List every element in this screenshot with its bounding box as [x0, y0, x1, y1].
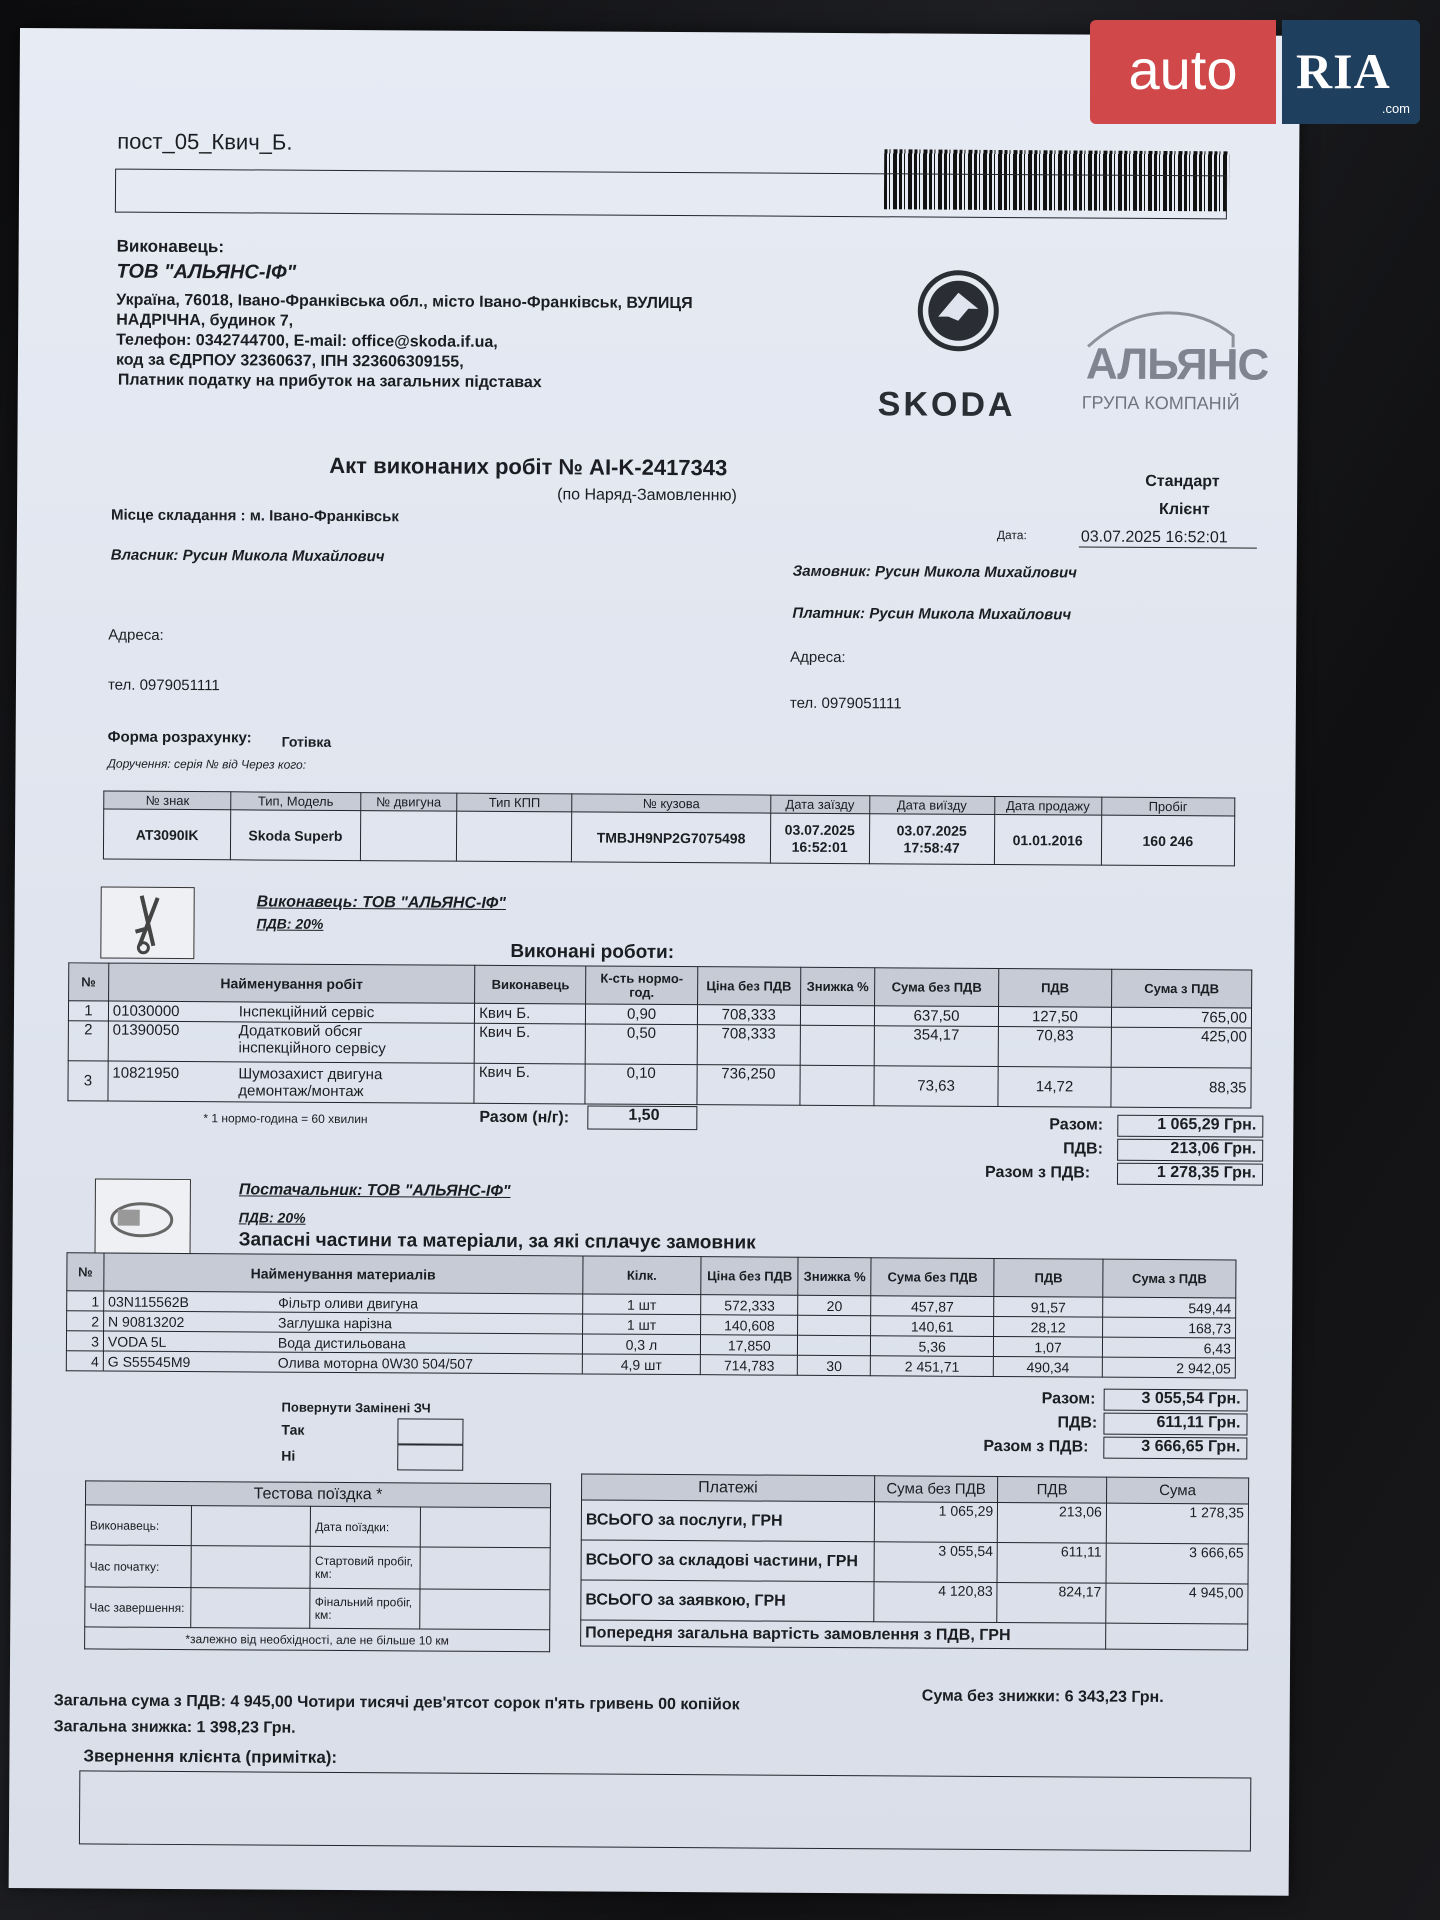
works-vat: ПДВ: 20%: [256, 915, 324, 932]
parts-header: Знижка %: [798, 1257, 871, 1295]
work-total: 425,00: [1111, 1027, 1251, 1068]
work-code: 01030000: [112, 1002, 180, 1020]
row-number: 4: [66, 1351, 103, 1371]
vehicle-model: Skoda Superb: [231, 810, 361, 861]
part-qty: 0,3 л: [582, 1334, 701, 1355]
parts-title: Запасні частини та матеріали, за які сплачує замовник: [238, 1229, 756, 1254]
works-header: Сума без ПДВ: [875, 968, 999, 1007]
part-sum: 5,36: [871, 1336, 994, 1357]
part-code: N 90813202: [108, 1313, 185, 1330]
executor-label: Виконавець:: [116, 236, 225, 257]
part-vat: 1,07: [994, 1336, 1103, 1357]
vehicle-header: № кузова: [572, 794, 771, 813]
table-row: [581, 1580, 1248, 1624]
payment-preliminary-label: Попередня загальна вартість замовлення з ПДВ, ГРН: [581, 1620, 1106, 1649]
parts-header: Сума без ПДВ: [871, 1258, 994, 1297]
works-total-label: Разом з ПДВ:: [984, 1163, 1091, 1182]
company-details: [116, 291, 797, 395]
payment-preliminary-value: [1106, 1623, 1248, 1650]
work-title: Інспекційний сервіс: [238, 1003, 375, 1022]
part-code: 03N115562B: [108, 1293, 189, 1310]
test-drive-executor-value: [191, 1506, 311, 1547]
work-sum: 637,50: [875, 1006, 999, 1027]
payment-vat: 213,06: [998, 1503, 1107, 1544]
work-sum: 73,63: [874, 1066, 998, 1107]
work-name: [108, 1001, 475, 1023]
client-label: Клієнт: [1159, 500, 1210, 519]
test-drive-end-mileage-value: [420, 1589, 550, 1630]
work-executor: Квич Б.: [474, 1023, 585, 1064]
payment-label: ВСЬОГО за послуги, ГРН: [581, 1500, 874, 1542]
payment-sum: 4 120,83: [874, 1582, 998, 1623]
mileage: 160 246: [1101, 815, 1235, 866]
part-vat: 490,34: [993, 1356, 1102, 1377]
parts-header: Сума з ПДВ: [1103, 1259, 1236, 1298]
part-title: Олива моторна 0W30 504/507: [277, 1354, 473, 1372]
work-executor: Квич Б.: [474, 1063, 585, 1104]
work-code: 10821950: [112, 1064, 180, 1082]
payment-total: 1 278,35: [1106, 1503, 1248, 1544]
work-sum: 354,17: [874, 1026, 998, 1067]
work-discount: [800, 1065, 875, 1105]
parts-vat-label: ПДВ:: [1057, 1414, 1098, 1432]
address-left: Адреса:: [108, 626, 164, 644]
row-number: 3: [66, 1331, 103, 1351]
payments-header: Платежі: [582, 1474, 875, 1502]
works-title: Виконані роботи:: [510, 941, 675, 964]
test-drive-title: Тестова поїздка *: [85, 1481, 550, 1508]
post-label: пост_05_Квич_Б.: [117, 128, 293, 155]
part-sum: 457,87: [871, 1296, 994, 1317]
table-row: [581, 1540, 1248, 1584]
table-row: [68, 1061, 1251, 1108]
test-drive-end-time-label: Час завершення:: [85, 1587, 191, 1628]
total-discount: Загальна знижка: 1 398,23 Грн.: [53, 1718, 296, 1737]
owner: Власник: Русин Микола Михайлович: [110, 546, 385, 566]
part-title: Заглушка нарізна: [278, 1314, 393, 1331]
engine-number: [360, 811, 457, 862]
payments-header: ПДВ: [998, 1477, 1107, 1504]
parts-header: Найменування материалів: [104, 1253, 583, 1294]
place-of-compilation: Місце складання : м. Івано-Франківськ: [110, 506, 399, 526]
parts-sum-label: Разом:: [1041, 1390, 1096, 1408]
vehicle-table: [103, 791, 1235, 867]
tools-icon: [100, 887, 194, 960]
client-remark-label: Звернення клієнта (примітка):: [83, 1746, 338, 1767]
work-vat: 70,83: [998, 1026, 1112, 1067]
part-total: 168,73: [1103, 1317, 1236, 1338]
works-header: ПДВ: [998, 968, 1112, 1007]
part-qty: 1 шт: [582, 1294, 701, 1315]
return-no-checkbox[interactable]: [397, 1444, 463, 1470]
departure-date-time: 17:58:47: [903, 838, 960, 856]
return-no-label: Ні: [281, 1447, 296, 1464]
norm-hour-note: * 1 нормо-година = 60 хвилин: [203, 1111, 368, 1127]
part-price: 572,333: [701, 1295, 798, 1316]
part-discount: 20: [798, 1295, 871, 1315]
payment-label: ВСЬОГО за складові частини, ГРН: [581, 1540, 874, 1582]
work-price: 708,333: [697, 1005, 800, 1026]
gearbox-type: [457, 811, 572, 862]
work-discount: [800, 1005, 875, 1025]
work-code: 01390050: [112, 1021, 180, 1039]
part-sum: 2 451,71: [871, 1356, 994, 1377]
act-subtitle: (по Наряд-Замовленню): [557, 486, 737, 505]
date-label: Дата:: [996, 527, 1027, 543]
alliance-logo-text: АЛЬЯНС: [1085, 339, 1269, 390]
watermark-ria-text: RIA: [1296, 43, 1391, 99]
part-discount: [798, 1315, 871, 1335]
watermark-ria: [1282, 20, 1420, 124]
total-with-vat: Загальна сума з ПДВ: 4 945,00 Чотири тисячі дев'ятсот сорок п'ять гривень 00 копійок: [53, 1692, 740, 1714]
part-price: 714,783: [701, 1355, 798, 1376]
work-name: [108, 1021, 475, 1063]
parts-total-label: Разом з ПДВ:: [983, 1437, 1089, 1456]
test-drive-table: [84, 1480, 551, 1652]
vehicle-header: Дата заїзду: [770, 795, 869, 814]
arrival-date: [770, 813, 869, 864]
payments-table: [580, 1473, 1249, 1650]
vehicle-header: Пробіг: [1101, 797, 1235, 816]
sale-date: 01.01.2016: [994, 814, 1101, 865]
work-title: Додатковий обсяг: [238, 1022, 363, 1041]
autoria-watermark: [1090, 20, 1420, 124]
part-code: G S55545M9: [107, 1353, 191, 1370]
payment-total: 3 666,65: [1106, 1543, 1248, 1584]
works-header: Знижка %: [800, 967, 875, 1005]
parts-total-value: 3 666,65 Грн.: [1103, 1437, 1247, 1460]
payment-label: ВСЬОГО за заявкою, ГРН: [581, 1580, 874, 1622]
part-name: [103, 1351, 582, 1374]
plate-number: AT3090IK: [103, 809, 231, 860]
parts-icon: [95, 1178, 191, 1255]
row-number: 1: [68, 1001, 108, 1021]
vehicle-header: Дата виїзду: [869, 796, 994, 815]
part-price: 17,850: [701, 1335, 798, 1356]
vehicle-header: № знак: [104, 791, 231, 810]
parts-table: [66, 1252, 1237, 1378]
test-drive-start-time-label: Час початку:: [85, 1545, 191, 1588]
company-name: ТОВ "АЛЬЯНС-ІФ": [116, 260, 297, 284]
payment-sum: 3 055,54: [874, 1542, 998, 1583]
payment-sum: 1 065,29: [874, 1502, 998, 1543]
payments-header: Сума: [1106, 1477, 1248, 1504]
works-header: Найменування робіт: [108, 963, 475, 1003]
part-discount: [798, 1335, 871, 1355]
test-drive-start-time-value: [191, 1546, 311, 1589]
works-table: [67, 962, 1252, 1108]
standard-label: Стандарт: [1145, 472, 1220, 491]
address-right: Адреса:: [790, 648, 846, 667]
part-sum: 140,61: [871, 1316, 994, 1337]
works-header: К-сть нормо-год.: [586, 966, 697, 1005]
parts-sum-value: 3 055,54 Грн.: [1104, 1389, 1248, 1412]
row-number: 2: [68, 1021, 108, 1061]
part-total: 2 942,05: [1102, 1357, 1235, 1378]
parts-header: Кілк.: [582, 1256, 701, 1295]
parts-header: ПДВ: [994, 1258, 1103, 1297]
work-hours: 0,90: [586, 1004, 697, 1025]
total-hours-label: Разом (н/г):: [479, 1108, 570, 1127]
return-parts-label: Повернути Замінені ЗЧ: [281, 1399, 431, 1416]
address-line-2: НАДРІЧНА, будинок 7,: [116, 311, 294, 330]
phone-line: Телефон: 0342744700, E-mail: office@skoda.if.ua,: [116, 331, 498, 351]
phone-left: тел. 0979051111: [107, 676, 220, 695]
part-discount: 30: [798, 1355, 871, 1375]
parts-supplier: Постачальник: ТОВ "АЛЬЯНС-ІФ": [238, 1181, 511, 1201]
test-drive-end-time-value: [190, 1588, 310, 1629]
document-page: [9, 28, 1300, 1896]
watermark-com: .com: [1381, 101, 1410, 116]
act-date: 03.07.2025 16:52:01: [1079, 528, 1257, 548]
part-price: 140,608: [701, 1315, 798, 1336]
client-remark-box: [79, 1770, 1251, 1851]
work-total: 88,35: [1111, 1067, 1251, 1108]
address-line-1: Україна, 76018, Івано-Франківська обл., місто Івано-Франківськ, ВУЛИЦЯ: [116, 291, 693, 313]
part-title: Фільтр оливи двигуна: [278, 1294, 419, 1311]
payments-header: Сума без ПДВ: [874, 1476, 998, 1503]
work-executor: Квич Б.: [475, 1003, 586, 1024]
test-drive-note: *залежно від необхідності, але не більше 10 км: [85, 1627, 550, 1652]
parts-header: №: [67, 1253, 104, 1291]
vehicle-header: № двигуна: [360, 793, 457, 812]
work-hours: 0,50: [586, 1024, 697, 1065]
works-sum-label: Разом:: [1049, 1116, 1104, 1134]
sum-without-discount: Сума без знижки: 6 343,23 Грн.: [921, 1687, 1164, 1707]
works-header: Виконавець: [475, 965, 586, 1004]
watermark-auto: auto: [1090, 20, 1276, 124]
test-drive-executor-label: Виконавець:: [85, 1505, 191, 1546]
vehicle-header: Тип, Модель: [231, 792, 360, 811]
works-vat-value: 213,06 Грн.: [1117, 1139, 1263, 1162]
work-title: Шумозахист двигуна: [238, 1064, 383, 1083]
works-executor: Виконавець: ТОВ "АЛЬЯНС-ІФ": [256, 893, 506, 912]
part-title: Вода дистильована: [277, 1334, 406, 1351]
act-title: Акт виконаних робіт № AI-K-2417343: [329, 452, 728, 481]
work-discount: [800, 1025, 875, 1065]
test-drive-end-mileage-label: Фінальний пробіг, км:: [310, 1588, 420, 1629]
work-price: 708,333: [697, 1025, 800, 1066]
arrival-date-day: 03.07.2025: [784, 821, 855, 838]
part-vat: 28,12: [994, 1316, 1103, 1337]
row-number: 3: [68, 1061, 108, 1101]
departure-date-day: 03.07.2025: [896, 821, 967, 839]
part-total: 6,43: [1102, 1337, 1235, 1358]
work-vat: 127,50: [998, 1006, 1111, 1027]
vehicle-header: Дата продажу: [994, 796, 1101, 815]
return-yes-checkbox[interactable]: [397, 1418, 463, 1444]
return-yes-label: Так: [281, 1421, 305, 1438]
part-code: VODA 5L: [107, 1333, 167, 1350]
codes-line: код за ЄДРПОУ 32360637, ІПН 323606309155,: [115, 351, 464, 371]
works-header: №: [69, 963, 109, 1001]
part-vat: 91,57: [994, 1296, 1103, 1317]
payment-total: 4 945,00: [1106, 1583, 1248, 1624]
parts-header: Ціна без ПДВ: [701, 1257, 798, 1296]
test-drive-start-mileage-value: [420, 1547, 550, 1590]
works-sum-value: 1 065,29 Грн.: [1117, 1115, 1263, 1138]
part-qty: 4,9 шт: [582, 1354, 701, 1375]
assignment-line: Доручення: серія № від Через кого:: [107, 756, 307, 772]
payment-form-label: Форма розрахунку:: [107, 728, 252, 747]
part-qty: 1 шт: [582, 1314, 701, 1335]
parts-vat-value: 611,11 Грн.: [1103, 1413, 1247, 1436]
parts-vat: ПДВ: 20%: [238, 1209, 306, 1226]
vin-number: TMBJH9NP2G7075498: [572, 812, 771, 863]
work-title-2: демонтаж/монтаж: [238, 1081, 364, 1100]
row-number: 1: [67, 1291, 104, 1311]
payment-form-value: Готівка: [281, 733, 332, 750]
works-vat-label: ПДВ:: [1063, 1140, 1104, 1158]
alliance-subtitle: ГРУПА КОМПАНІЙ: [1081, 392, 1240, 414]
work-vat: 14,72: [998, 1066, 1112, 1107]
work-title-2: інспекційного сервісу: [238, 1039, 386, 1058]
works-total-value: 1 278,35 Грн.: [1117, 1163, 1263, 1186]
payer: Платник: Русин Микола Михайлович: [792, 604, 1072, 624]
arrival-date-time: 16:52:01: [791, 838, 848, 855]
table-row: [581, 1500, 1248, 1544]
test-drive-start-mileage-label: Стартовий пробіг, км:: [310, 1546, 420, 1589]
test-drive-date-label: Дата поїздки:: [311, 1506, 421, 1547]
work-price: 736,250: [697, 1065, 800, 1106]
work-total: 765,00: [1112, 1007, 1252, 1028]
top-empty-box: [115, 169, 1227, 220]
works-header: Ціна без ПДВ: [697, 967, 800, 1006]
payment-vat: 611,11: [997, 1542, 1106, 1583]
phone-right: тел. 0979051111: [789, 694, 902, 713]
test-drive-date-value: [420, 1507, 550, 1548]
skoda-wordmark: SKODA: [877, 385, 1016, 425]
total-hours-value: 1,50: [587, 1105, 697, 1130]
customer: Замовник: Русин Микола Михайлович: [792, 562, 1077, 582]
departure-date: [869, 814, 995, 865]
vehicle-header: Тип КПП: [457, 793, 572, 812]
works-header: Сума з ПДВ: [1112, 969, 1252, 1008]
row-number: 2: [67, 1311, 104, 1331]
tax-line: Платник податку на прибуток на загальних підставах: [117, 371, 542, 392]
work-hours: 0,10: [585, 1064, 696, 1105]
part-total: 549,44: [1103, 1297, 1236, 1318]
payment-vat: 824,17: [997, 1582, 1106, 1623]
work-name: [108, 1061, 475, 1103]
